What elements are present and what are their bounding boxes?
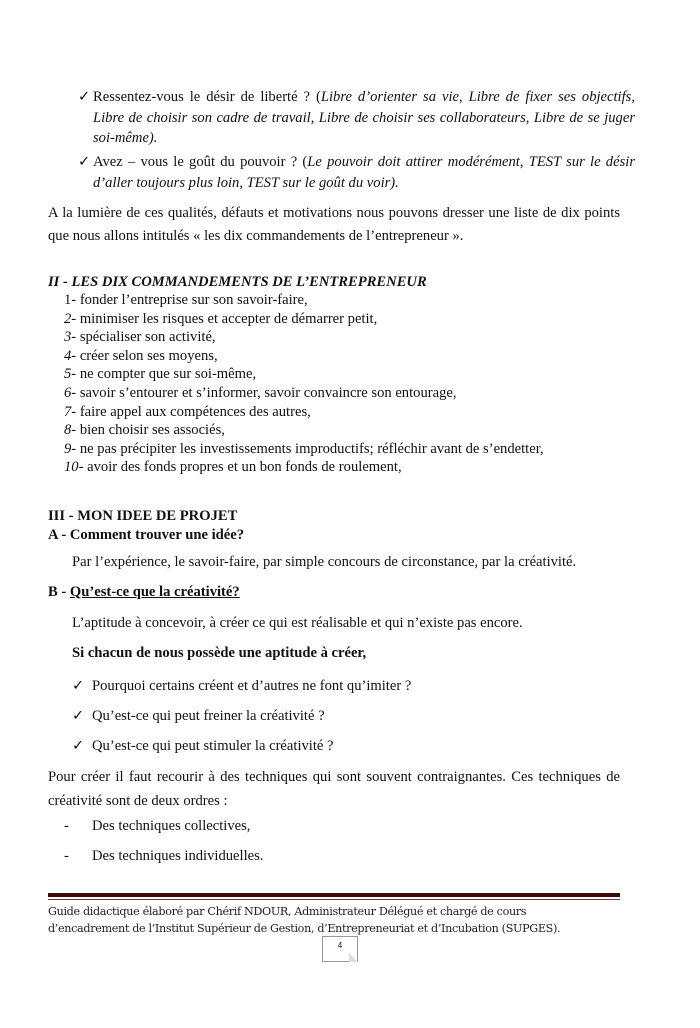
- list-item: 5- ne compter que sur soi-même,: [64, 366, 257, 383]
- check-icon: ✓: [78, 89, 91, 105]
- list-item: 6- savoir s’entourer et s’informer, savoir convaincre son entourage,: [64, 384, 457, 401]
- list-item: 4- créer selon ses moyens,: [64, 347, 218, 364]
- list-item: 2- minimiser les risques et accepter de démarrer petit,: [64, 310, 378, 327]
- footer-divider-thin: [48, 899, 620, 900]
- check-icon: ✓: [72, 738, 85, 754]
- commandments-list: [64, 291, 544, 477]
- subsection-a-text: Par l’expérience, le savoir-faire, par simple concours de circonstance, par la créativité.: [72, 554, 577, 570]
- page-fold-icon: [349, 953, 358, 962]
- bullet-pouvoir: ✓ Avez – vous le goût du pouvoir ? (Le pouvoir doit attirer modérément, TEST sur le désir d’aller toujours plus loin, TEST sur le goût du voir).: [78, 154, 635, 191]
- list-item: 3- spécialiser son activité,: [64, 329, 216, 346]
- list-item: 8- bien choisir ses associés,: [64, 422, 225, 439]
- technique-item: - Des techniques collectives,: [64, 818, 251, 834]
- section2-heading: II - LES DIX COMMANDEMENTS DE L’ENTREPRENEUR: [48, 274, 427, 290]
- list-item: 7- faire appel aux compétences des autres,: [64, 403, 311, 420]
- question-item: ✓ Qu’est-ce qui peut freiner la créativité ?: [72, 708, 325, 724]
- technique-item: - Des techniques individuelles.: [64, 848, 264, 864]
- bullet-liberte: ✓ Ressentez-vous le désir de liberté ? (Libre d’orienter sa vie, Libre de fixer ses objectifs, Libre de choisir son cadre de travail, Libre de choisir ses collaborateurs, Libre de se juger soi-même).: [78, 89, 635, 146]
- question-item: ✓ Pourquoi certains créent et d’autres ne font qu’imiter ?: [72, 678, 412, 694]
- footer-text: Guide didactique élaboré par Chérif NDOUR, Administrateur Délégué et chargé de cours d’encadrement de l’Institut Supérieur de Gestion, d’Entrepreneuriat et d’Incubation (SUPGES).: [48, 905, 561, 935]
- list-item: 10- avoir des fonds propres et un bon fonds de roulement,: [64, 459, 402, 476]
- subsection-b-text: L’aptitude à concevoir, à créer ce qui est réalisable et qui n’existe pas encore.: [72, 615, 523, 631]
- check-icon: ✓: [72, 708, 85, 724]
- footer-divider: [48, 893, 620, 897]
- techniques-intro: Pour créer il faut recourir à des techniques qui sont souvent contraignantes. Ces techniques de créativité sont de deux ordres :: [48, 769, 620, 809]
- question-item: ✓ Qu’est-ce qui peut stimuler la créativité ?: [72, 738, 334, 754]
- section3-heading: III - MON IDEE DE PROJET: [48, 508, 238, 524]
- subsection-b-bold: Si chacun de nous possède une aptitude à créer,: [72, 645, 367, 661]
- check-icon: ✓: [72, 678, 85, 694]
- subsection-a-heading: A - Comment trouver une idée?: [48, 527, 245, 543]
- list-item: 1- fonder l’entreprise sur son savoir-faire,: [64, 292, 308, 308]
- intro-paragraph: A la lumière de ces qualités, défauts et motivations nous pouvons dresser une liste de dix points que nous allons intitulés « les dix commandements de l’entrepreneur ».: [48, 205, 620, 244]
- check-icon: ✓: [78, 154, 91, 170]
- page-number: 4: [322, 936, 358, 962]
- list-item: 9- ne pas précipiter les investissements improductifs; réfléchir avant de s’endetter,: [64, 440, 544, 457]
- subsection-b-heading: B - Qu’est-ce que la créativité?: [48, 584, 240, 600]
